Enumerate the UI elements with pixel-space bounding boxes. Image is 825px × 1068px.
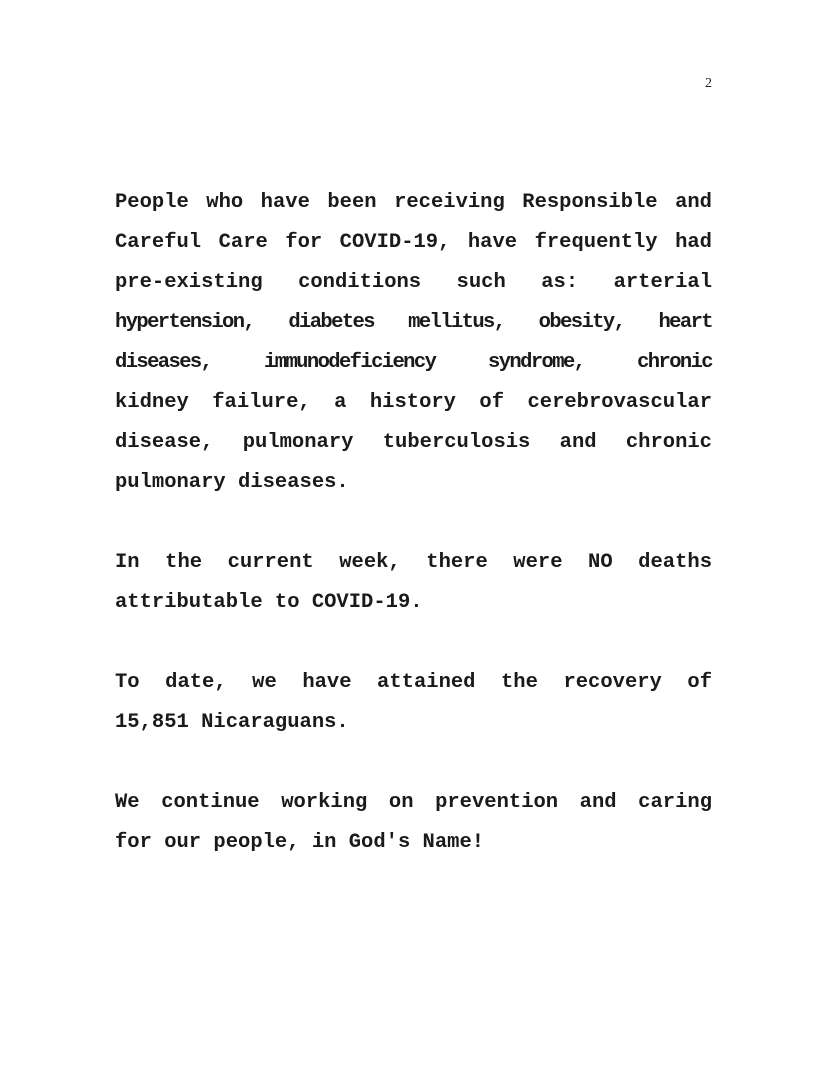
text-line: To date, we have attained the recovery of [115, 671, 712, 694]
document-body [115, 188, 712, 908]
paragraph-closing [115, 788, 712, 868]
text-line: We continue working on prevention and caring [115, 791, 712, 814]
text-line: kidney failure, a history of cerebrovascular [115, 391, 712, 414]
text-line: People who have been receiving Responsible and [115, 191, 712, 214]
text-line: diseases, immunodeficiency syndrome, chronic [115, 351, 712, 374]
paragraph-deaths [115, 548, 712, 628]
text-line: Careful Care for COVID-19, have frequently had [115, 231, 712, 254]
text-line: disease, pulmonary tuberculosis and chronic [115, 431, 712, 454]
text-line: 15,851 Nicaraguans. [115, 711, 349, 734]
page-number: 2 [705, 76, 712, 91]
text-line: pre-existing conditions such as: arterial [115, 271, 712, 294]
text-line: hypertension, diabetes mellitus, obesity, heart [115, 311, 712, 334]
paragraph-recovery [115, 668, 712, 748]
text-line: for our people, in God's Name! [115, 831, 485, 854]
text-line: pulmonary diseases. [115, 471, 349, 494]
paragraph-preexisting-conditions [115, 188, 712, 508]
text-line: In the current week, there were NO deaths [115, 551, 712, 574]
text-line: attributable to COVID-19. [115, 591, 423, 614]
